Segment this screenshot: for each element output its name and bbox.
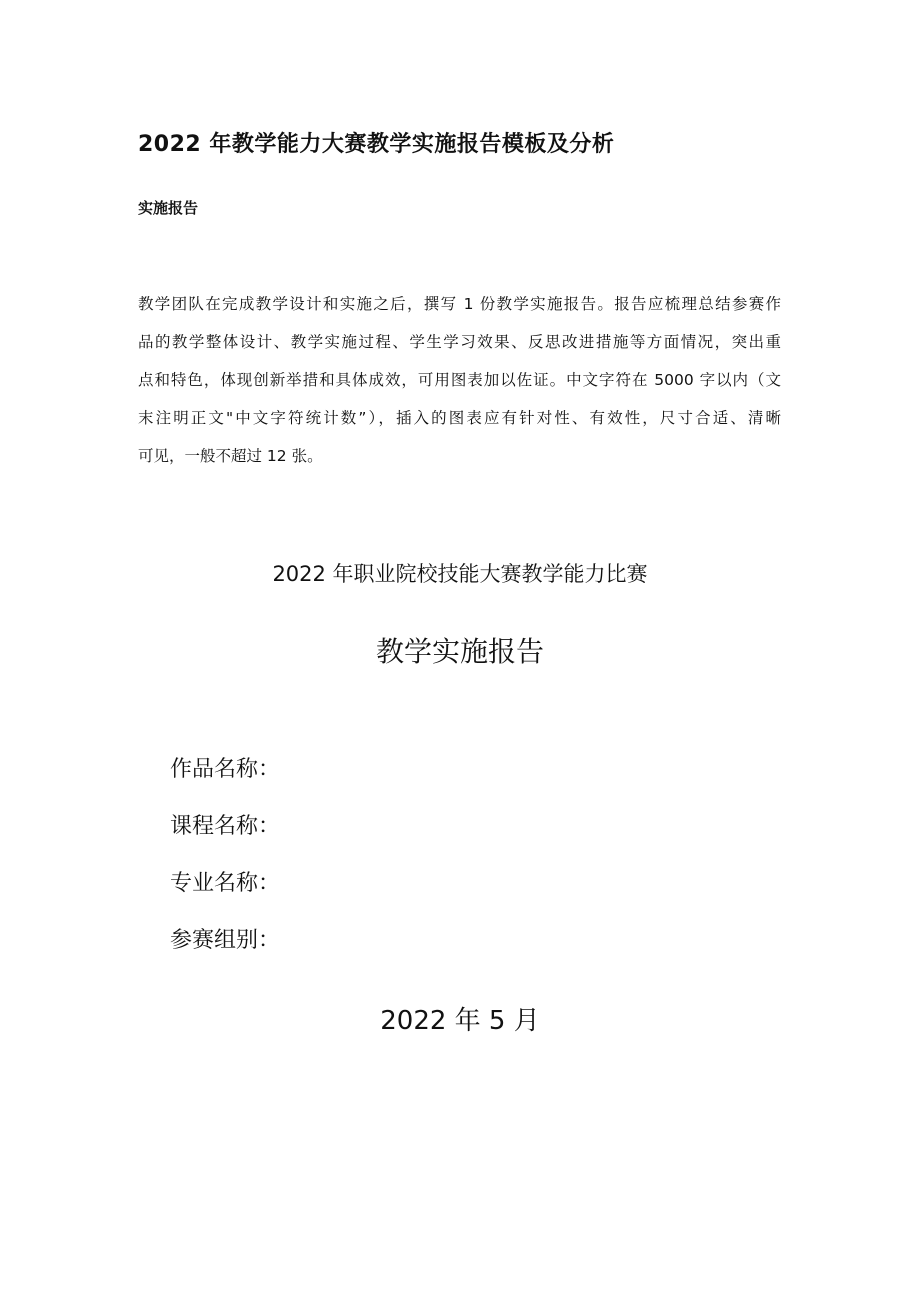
paragraph-line: 品的教学整体设计、教学实施过程、学生学习效果、反思改进措施等方面情况，突出重 bbox=[138, 333, 781, 351]
report-date: 2022 年 5 月 bbox=[380, 1006, 540, 1036]
document-title: 2022 年教学能力大赛教学实施报告模板及分析 bbox=[138, 132, 615, 157]
section-heading: 实施报告 bbox=[138, 199, 199, 217]
competition-title: 2022 年职业院校技能大赛教学能力比赛 bbox=[272, 562, 648, 586]
field-work-name: 作品名称： bbox=[170, 757, 281, 782]
paragraph-line: 可见，一般不超过 12 张。 bbox=[138, 447, 323, 465]
paragraph-line: 教学团队在完成教学设计和实施之后，撰写 1 份教学实施报告。报告应梳理总结参赛作 bbox=[138, 295, 781, 313]
instruction-paragraph bbox=[138, 285, 781, 475]
field-course-name: 课程名称： bbox=[170, 814, 281, 839]
paragraph-line: 末注明正文"中文字符统计数”），插入的图表应有针对性、有效性，尺寸合适、清晰 bbox=[138, 409, 781, 427]
field-major-name: 专业名称： bbox=[170, 871, 281, 896]
field-competition-group: 参赛组别： bbox=[170, 928, 281, 953]
report-title: 教学实施报告 bbox=[375, 635, 544, 668]
paragraph-line: 点和特色，体现创新举措和具体成效，可用图表加以佐证。中文字符在 5000 字以内（文 bbox=[138, 371, 781, 389]
